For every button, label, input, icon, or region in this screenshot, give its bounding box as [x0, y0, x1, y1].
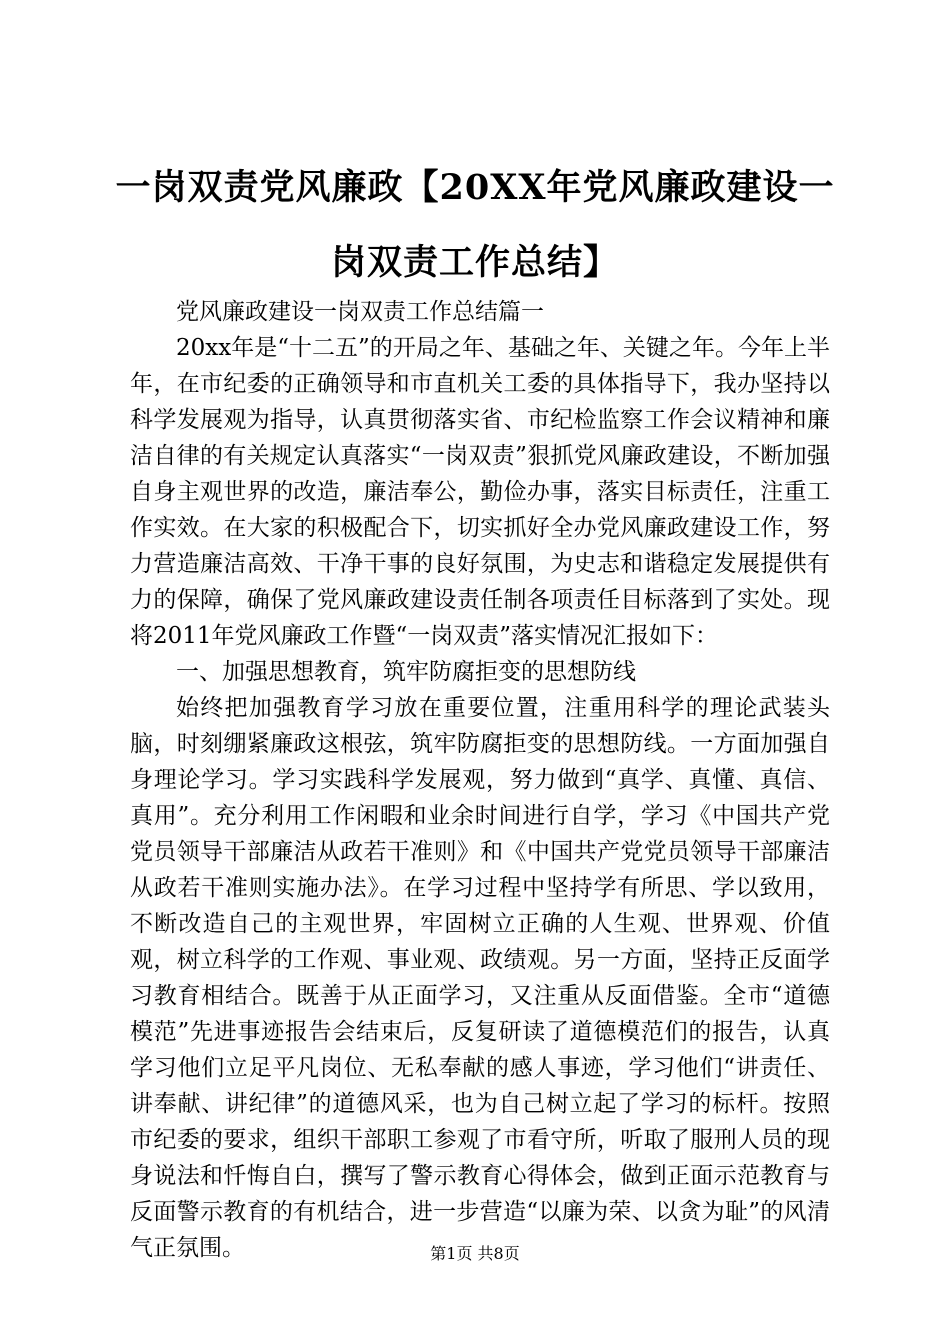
section-heading: 党风廉政建设一岗双责工作总结篇一 [176, 299, 544, 325]
body-paragraph: 20xx年是“十二五”的开局之年、基础之年、关键之年。今年上半年，在市纪委的正确领导和市直机关工委的具体指导下，我办坚持以科学发展观为指导，认真贯彻落实省、市纪检监察工作会议精神和廉洁自律的有关规定认真落实“一岗双责”狠抓党风廉政建设，不断加强自身主观世界的改造，廉洁奉公，勤俭办事，落实目标责任，注重工作实效。在大家的积极配合下，切实抓好全办党风廉政建设工作，努力营造廉洁高效、干净干事的良好氛围，为史志和谐稳定发展提供有力的保障，确保了党风廉政建设责任制各项责任目标落到了实处。现将2011年党风廉政工作暨“一岗双责”落实情况汇报如下： [130, 335, 830, 649]
body-paragraph: 始终把加强教育学习放在重要位置，注重用科学的理论武装头脑，时刻绷紧廉政这根弦，筑牢防腐拒变的思想防线。一方面加强自身理论学习。学习实践科学发展观，努力做到“真学、真懂、真信、真用”。充分利用工作闲暇和业余时间进行自学，学习《中国共产党党员领导干部廉洁从政若干准则》和《中国共产党党员领导干部廉洁从政若干准则实施办法》。在学习过程中坚持学有所思、学以致用，不断改造自己的主观世界，牢固树立正确的人生观、世界观、价值观，树立科学的工作观、事业观、政绩观。另一方面，坚持正反面学习教育相结合。既善于从正面学习，又注重从反面借鉴。全市“道德模范”先进事迹报告会结束后，反复研读了道德模范们的报告，认真学习他们立足平凡岗位、无私奉献的感人事迹，学习他们“讲责任、讲奉献、讲纪律”的道德风采，也为自己树立起了学习的标杆。按照市纪委的要求，组织干部职工参观了市看守所，听取了服刑人员的现身说法和忏悔自白，撰写了警示教育心得体会，做到正面示范教育与反面警示教育的有机结合，进一步营造“以廉为荣、以贪为耻”的风清气正氛围。 [130, 695, 830, 1261]
section-heading: 一、加强思想教育，筑牢防腐拒变的思想防线 [176, 659, 636, 685]
title-line-2: 岗双责工作总结】 [330, 242, 619, 283]
title-line-1: 一岗双责党风廉政【20XX年党风廉政建设一 [115, 167, 835, 208]
document-body [130, 294, 830, 1266]
page-number-footer: 第1页 共8页 [430, 1244, 520, 1263]
document-title [100, 150, 850, 300]
